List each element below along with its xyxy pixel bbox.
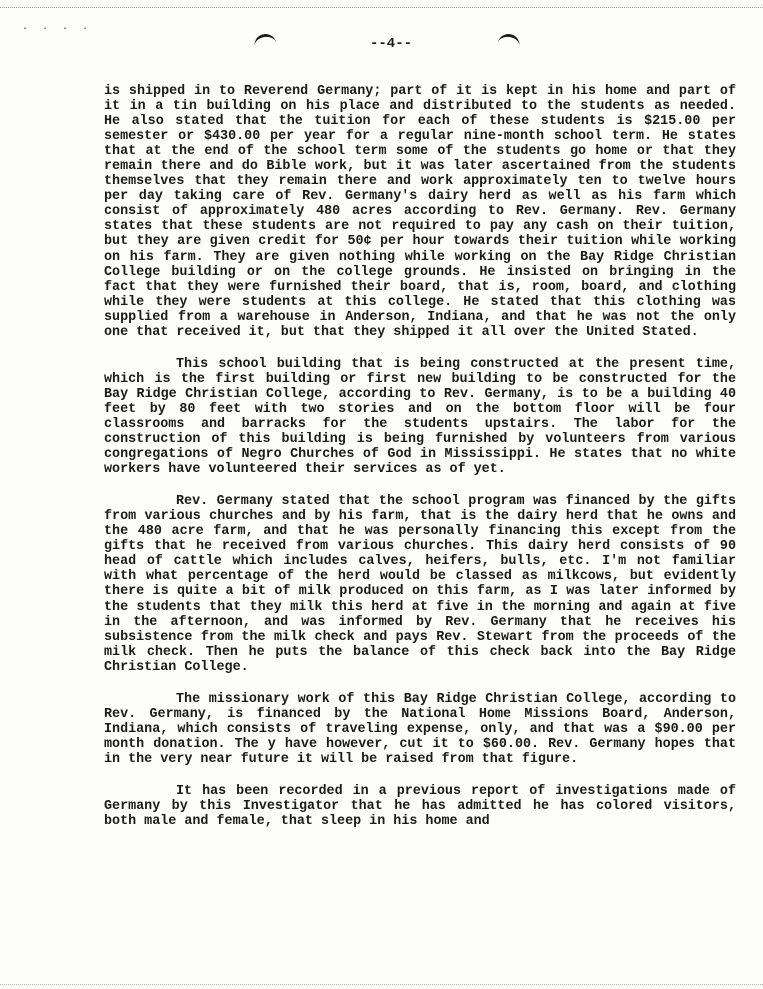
paragraph-school-building: This school building that is being constructed at the present time, which is the first building or first new building to be constructed for the Bay Ridge Christian College, according to Rev. Germany, is to be a building 40 feet by 80 feet with two stories and on the bottom floor will be four classrooms and barracks for the students upstairs. The labor for the construction of this building is being furnished by volunteers from various congregations of Negro Churches of God in Mississippi. He states that no white workers have volunteered their services as of yet. (104, 356, 736, 478)
paragraph-financing: Rev. Germany stated that the school program was financed by the gifts from various churches and by his farm, that is the dairy herd that he owns and the 480 acre farm, and that he was personally financing this except from the gifts that he received from various churches. This dairy herd consists of 90 head of cattle which includes calves, heifers, bulls, etc. I'm not familiar with what percentage of the herd would be classed as milkcows, but evidently there is quite a bit of milk produced on this farm, as I was later informed by the students that they milk this herd at five in the morning and again at five in the afternoon, and was informed by Rev. Germany that he receives his subsistence from the milk check and pays Rev. Stewart from the proceeds of the milk check. Then he puts the balance of this check back into the Bay Ridge Christian College. (104, 494, 736, 675)
top-edge-rule (0, 7, 763, 8)
punch-hole-right-icon (497, 33, 521, 51)
punch-hole-left-icon (253, 33, 277, 51)
paragraph-missionary-work: The missionary work of this Bay Ridge Christian College, according to Rev. Germany, is financed by the National Home Missions Board, Anderson, Indiana, which consists of traveling expense, only, and that was a $90.00 per month donation. The y have however, cut it to $60.00. Rev. Germany hopes that in the very near future it will be raised from that figure. (104, 691, 736, 767)
page-number: --4-- (370, 36, 413, 52)
body-text (104, 84, 736, 846)
bottom-edge-rule (0, 984, 763, 985)
paragraph-previous-report: It has been recorded in a previous report of investigations made of Germany by this Investigator that he has admitted he has colored visitors, both male and female, that sleep in his home and (104, 783, 736, 830)
paragraph-continued: is shipped in to Reverend Germany; part of it is kept in his home and part of it in a tin building on his place and distributed to the students as needed. He also stated that the tuition for each of these students is $215.00 per semester or $430.00 per year for a regular nine-month school term. He states that at the end of the school term some of the students go home or that they remain there and do Bible work, but it was later ascertained from the students themselves that they remain there and work approximately ten to twelve hours per day taking care of Rev. Germany's dairy herd as well as his farm which consist of approximately 480 acres according to Rev. Germany. Rev. Germany states that these students are not required to pay any cash on their tuition, but they are given credit for 50¢ per hour towards their tuition while working on his farm. They are given nothing while working on the Bay Ridge Christian College building or on the college grounds. He insisted on bringing in the fact that they were furnished their board, that is, room, board, and clothing while they were students at this college. He stated that this clothing was supplied from a warehouse in Anderson, Indiana, and that he was not the only one that received it, but that they shipped it all over the United Stated. (104, 84, 736, 340)
margin-specks: · · · · (22, 24, 93, 35)
